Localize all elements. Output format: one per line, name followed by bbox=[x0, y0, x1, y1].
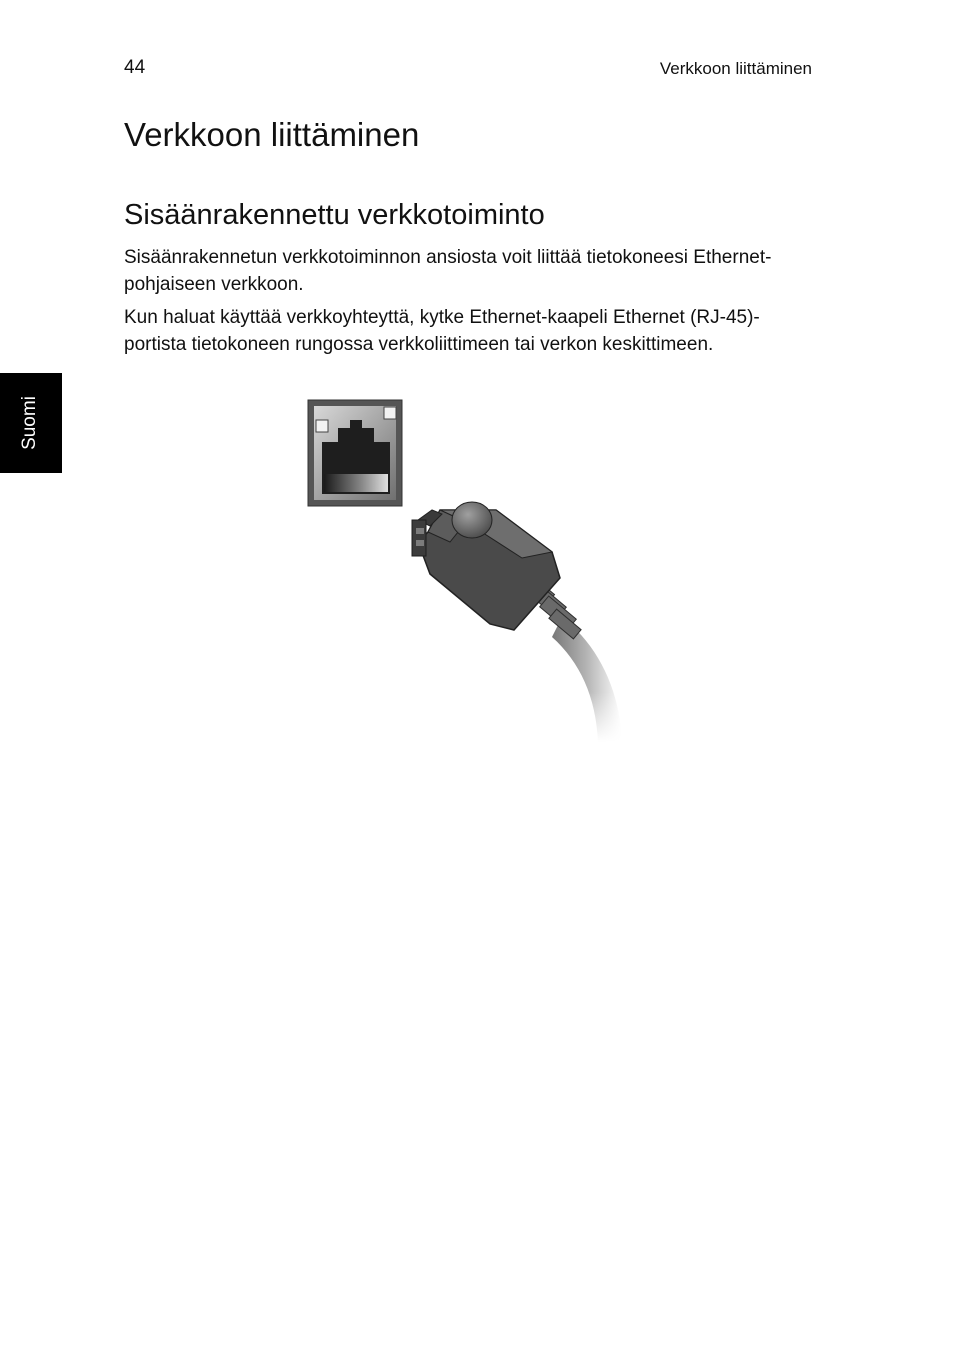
chapter-title: Verkkoon liittäminen bbox=[124, 116, 420, 153]
ethernet-cable-plug-icon bbox=[300, 392, 640, 742]
body-paragraph: Kun haluat käyttää verkkoyhteyttä, kytke Ethernet-kaapeli Ethernet (RJ-45)-portista tietokoneen rungossa verkkoliittimeen tai verkon keskittimeen. bbox=[124, 307, 760, 355]
ethernet-cable-illustration bbox=[300, 392, 640, 742]
body-paragraph: Sisäänrakennetun verkkotoiminnon ansiosta voit liittää tietokoneesi Ethernet-pohjaiseen verkkoon. bbox=[124, 247, 772, 295]
page-number: 44 bbox=[124, 57, 146, 78]
section-title: Sisäänrakennettu verkkotoiminto bbox=[124, 199, 545, 231]
language-side-tab bbox=[0, 373, 62, 473]
running-header: Verkkoon liittäminen bbox=[659, 59, 812, 78]
language-tab-label: Suomi bbox=[19, 396, 40, 450]
